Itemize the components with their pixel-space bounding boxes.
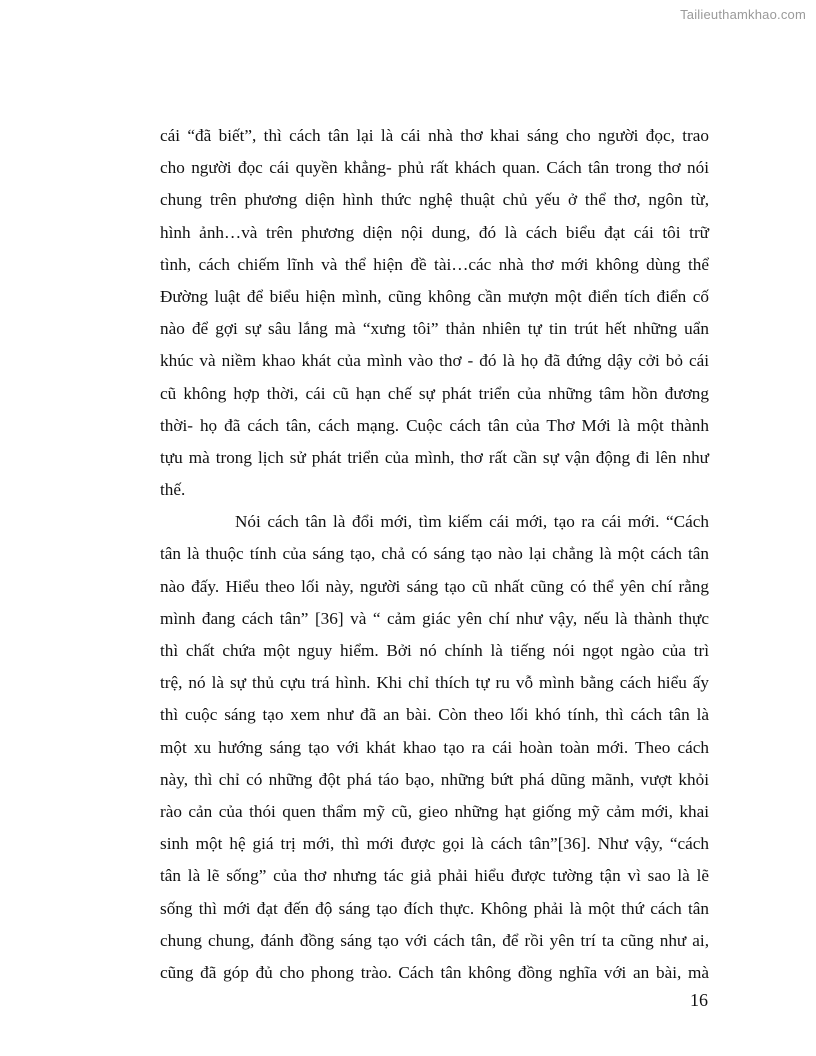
text-line: tình, cách chiếm lĩnh và thể hiện đề tài…các nhà thơ mới không dùng thể xyxy=(160,254,709,274)
text-line: sinh một hệ giá trị mới, thì mới được gọi là cách tân”[36]. Như vậy, “cách xyxy=(160,834,709,854)
text-line: tựu mà trong lịch sử phát triển của mình, thơ rất cần sự vận động đi lên như xyxy=(160,447,709,467)
text-line: một xu hướng sáng tạo với khát khao tạo ra cái hoàn toàn mới. Theo cách xyxy=(160,737,709,757)
text-line: chung trên phương diện hình thức nghệ thuật chủ yếu ở thể thơ, ngôn từ, xyxy=(160,190,709,210)
text-line: Nói cách tân là đổi mới, tìm kiếm cái mới, tạo ra cái mới. “Cách xyxy=(235,512,709,532)
watermark: Tailieuthamkhao.com xyxy=(680,7,806,22)
text-line: thời- họ đã cách tân, cách mạng. Cuộc cách tân của Thơ Mới là một thành xyxy=(160,415,709,435)
text-line: cũng đã góp đủ cho phong trào. Cách tân không đồng nghĩa với an bài, mà xyxy=(160,962,709,982)
text-line: cái “đã biết”, thì cách tân lại là cái nhà thơ khai sáng cho người đọc, trao xyxy=(160,126,709,145)
paragraph xyxy=(160,120,709,506)
text-line: tân là thuộc tính của sáng tạo, chả có sáng tạo nào lại chẳng là một cách tân xyxy=(160,544,709,564)
text-line: này, thì chỉ có những đột phá táo bạo, những bứt phá dũng mãnh, vượt khỏi xyxy=(160,769,709,789)
text-line: cho người đọc cái quyền khẳng- phủ rất khách quan. Cách tân trong thơ nói xyxy=(160,158,709,178)
text-line: thế. xyxy=(160,480,186,500)
text-line: cũ không hợp thời, cái cũ hạn chế sự phát triển của những tâm hồn đương xyxy=(160,383,709,403)
text-line: trệ, nó là sự thủ cựu trá hình. Khi chỉ thích tự ru vỗ mình bằng cách hiểu ấy xyxy=(160,673,709,693)
text-line: mình đang cách tân” [36] và “ cảm giác yên chí như vậy, nếu là thành thực xyxy=(160,608,709,628)
text-line: nào đấy. Hiểu theo lối này, người sáng tạo cũ nhất cũng có thể yên chí rằng xyxy=(160,576,709,596)
text-line: thì chất chứa một nguy hiểm. Bởi nó chính là tiếng nói ngọt ngào của trì xyxy=(160,641,709,660)
text-line: rào cản của thói quen thẩm mỹ cũ, gieo những hạt giống mỹ cảm mới, khai xyxy=(160,801,709,821)
text-line: sống thì mới đạt đến độ sáng tạo đích thực. Không phải là một thứ cách tân xyxy=(160,898,709,918)
text-line: nào để gợi sự sâu lắng mà “xưng tôi” thản nhiên tự tin trút hết những uẩn xyxy=(160,319,709,339)
text-line: chung chung, đánh đồng sáng tạo với cách tân, để rồi yên trí ta cũng như ai, xyxy=(160,930,709,950)
text-line: khúc và niềm khao khát của mình vào thơ - đó là họ đã đứng dậy cởi bỏ cái xyxy=(160,351,709,371)
page-number: 16 xyxy=(690,990,708,1010)
text-line: hình ảnh…và trên phương diện nội dung, đó là cách biểu đạt cái tôi trữ xyxy=(160,222,709,242)
text-line: thì cuộc sáng tạo xem như đã an bài. Còn theo lối khó tính, thì cách tân là xyxy=(160,705,709,725)
document-body xyxy=(160,120,709,989)
paragraph xyxy=(160,506,709,989)
text-line: tân là lẽ sống” của thơ nhưng tác giả phải hiểu được tường tận vì sao là lẽ xyxy=(160,866,709,886)
text-line: Đường luật để biểu hiện mình, cũng không cần mượn một điển tích điển cố xyxy=(160,286,709,306)
